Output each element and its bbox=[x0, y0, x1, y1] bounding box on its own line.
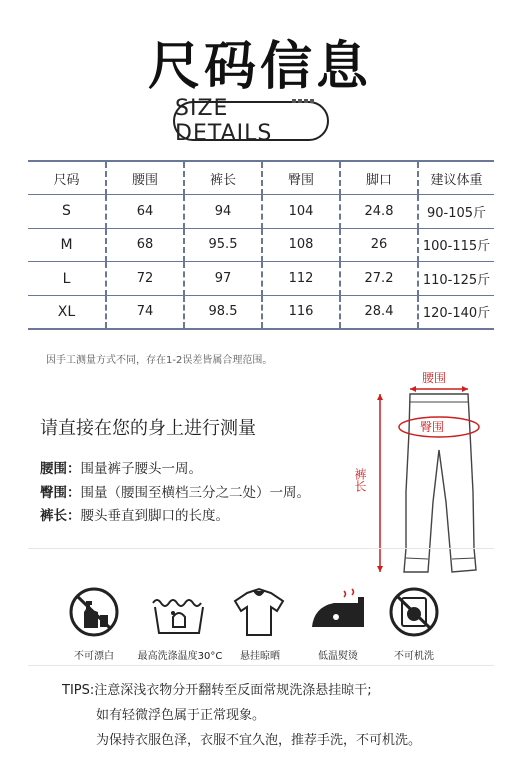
header-size: 尺码 bbox=[28, 161, 106, 195]
cell-waist: 64 bbox=[106, 195, 184, 229]
table-header-row bbox=[28, 161, 494, 195]
cell-cuff: 28.4 bbox=[340, 295, 418, 329]
size-table bbox=[28, 160, 494, 330]
cell-cuff: 26 bbox=[340, 228, 418, 262]
measure-item-hip bbox=[40, 481, 310, 501]
cell-length: 98.5 bbox=[184, 295, 262, 329]
cell-hip: 108 bbox=[262, 228, 340, 262]
measure-text: 腰头垂直到脚口的长度。 bbox=[80, 508, 229, 524]
cell-weight: 110-125斤 bbox=[418, 262, 494, 296]
measure-text: 围量裤子腰头一周。 bbox=[80, 461, 202, 477]
cell-hip: 104 bbox=[262, 195, 340, 229]
cell-length: 97 bbox=[184, 262, 262, 296]
diagram-length-label: 裤长 bbox=[353, 468, 367, 492]
header-length: 裤长 bbox=[184, 161, 262, 195]
diagram-hip-label: 臀围 bbox=[420, 420, 445, 434]
cell-waist: 74 bbox=[106, 295, 184, 329]
care-label: 悬挂晾晒 bbox=[240, 651, 280, 662]
cell-size: S bbox=[28, 195, 106, 229]
table-row bbox=[28, 295, 494, 329]
no-machine-wash-icon bbox=[380, 583, 448, 641]
care-label: 不可漂白 bbox=[74, 651, 114, 662]
no-bleach-icon bbox=[60, 583, 128, 641]
measure-title: 请直接在您的身上进行测量 bbox=[40, 418, 256, 439]
cell-weight: 90-105斤 bbox=[418, 195, 494, 229]
header-cuff: 脚口 bbox=[340, 161, 418, 195]
tips-line: 如有轻微浮色属于正常现象。 bbox=[96, 708, 266, 723]
measurement-note: 因手工测量方式不同，存在1-2误差皆属合理范围。 bbox=[46, 355, 273, 366]
size-details-label: SIZE DETAILS bbox=[173, 101, 329, 141]
measure-item-length bbox=[40, 504, 229, 524]
low-iron-icon bbox=[304, 583, 372, 641]
table-row bbox=[28, 228, 494, 262]
measure-key: 裤长： bbox=[40, 508, 81, 524]
measure-text: 围量（腰围至横档三分之二处）一周。 bbox=[80, 485, 310, 501]
measure-key: 臀围： bbox=[40, 485, 81, 501]
header-hip: 臀围 bbox=[262, 161, 340, 195]
cell-weight: 120-140斤 bbox=[418, 295, 494, 329]
decorative-dots bbox=[292, 99, 314, 103]
cell-size: XL bbox=[28, 295, 106, 329]
care-label: 最高洗涤温度30°C bbox=[137, 651, 223, 662]
table-row bbox=[28, 262, 494, 296]
cell-cuff: 24.8 bbox=[340, 195, 418, 229]
table-row bbox=[28, 195, 494, 229]
diagram-waist-label: 腰围 bbox=[422, 371, 447, 385]
cell-cuff: 27.2 bbox=[340, 262, 418, 296]
wash-30-icon bbox=[145, 583, 213, 641]
cell-length: 95.5 bbox=[184, 228, 262, 262]
page-title: 尺码信息 bbox=[147, 37, 372, 97]
cell-size: L bbox=[28, 262, 106, 296]
tips-line: TIPS:注意深浅衣物分开翻转至反面常规洗涤悬挂晾干; bbox=[62, 683, 372, 698]
cell-hip: 116 bbox=[262, 295, 340, 329]
header-waist: 腰围 bbox=[106, 161, 184, 195]
care-label: 低温熨烫 bbox=[318, 651, 358, 662]
cell-length: 94 bbox=[184, 195, 262, 229]
care-label: 不可机洗 bbox=[394, 651, 434, 662]
cell-waist: 72 bbox=[106, 262, 184, 296]
cell-size: M bbox=[28, 228, 106, 262]
cell-weight: 100-115斤 bbox=[418, 228, 494, 262]
cell-hip: 112 bbox=[262, 262, 340, 296]
tips-line: 为保持衣服色泽，衣服不宜久泡，推荐手洗，不可机洗。 bbox=[96, 733, 422, 748]
measure-item-waist bbox=[40, 457, 202, 477]
measure-key: 腰围： bbox=[40, 461, 81, 477]
header-weight: 建议体重 bbox=[418, 161, 494, 195]
cell-waist: 68 bbox=[106, 228, 184, 262]
hang-dry-icon bbox=[225, 583, 293, 641]
